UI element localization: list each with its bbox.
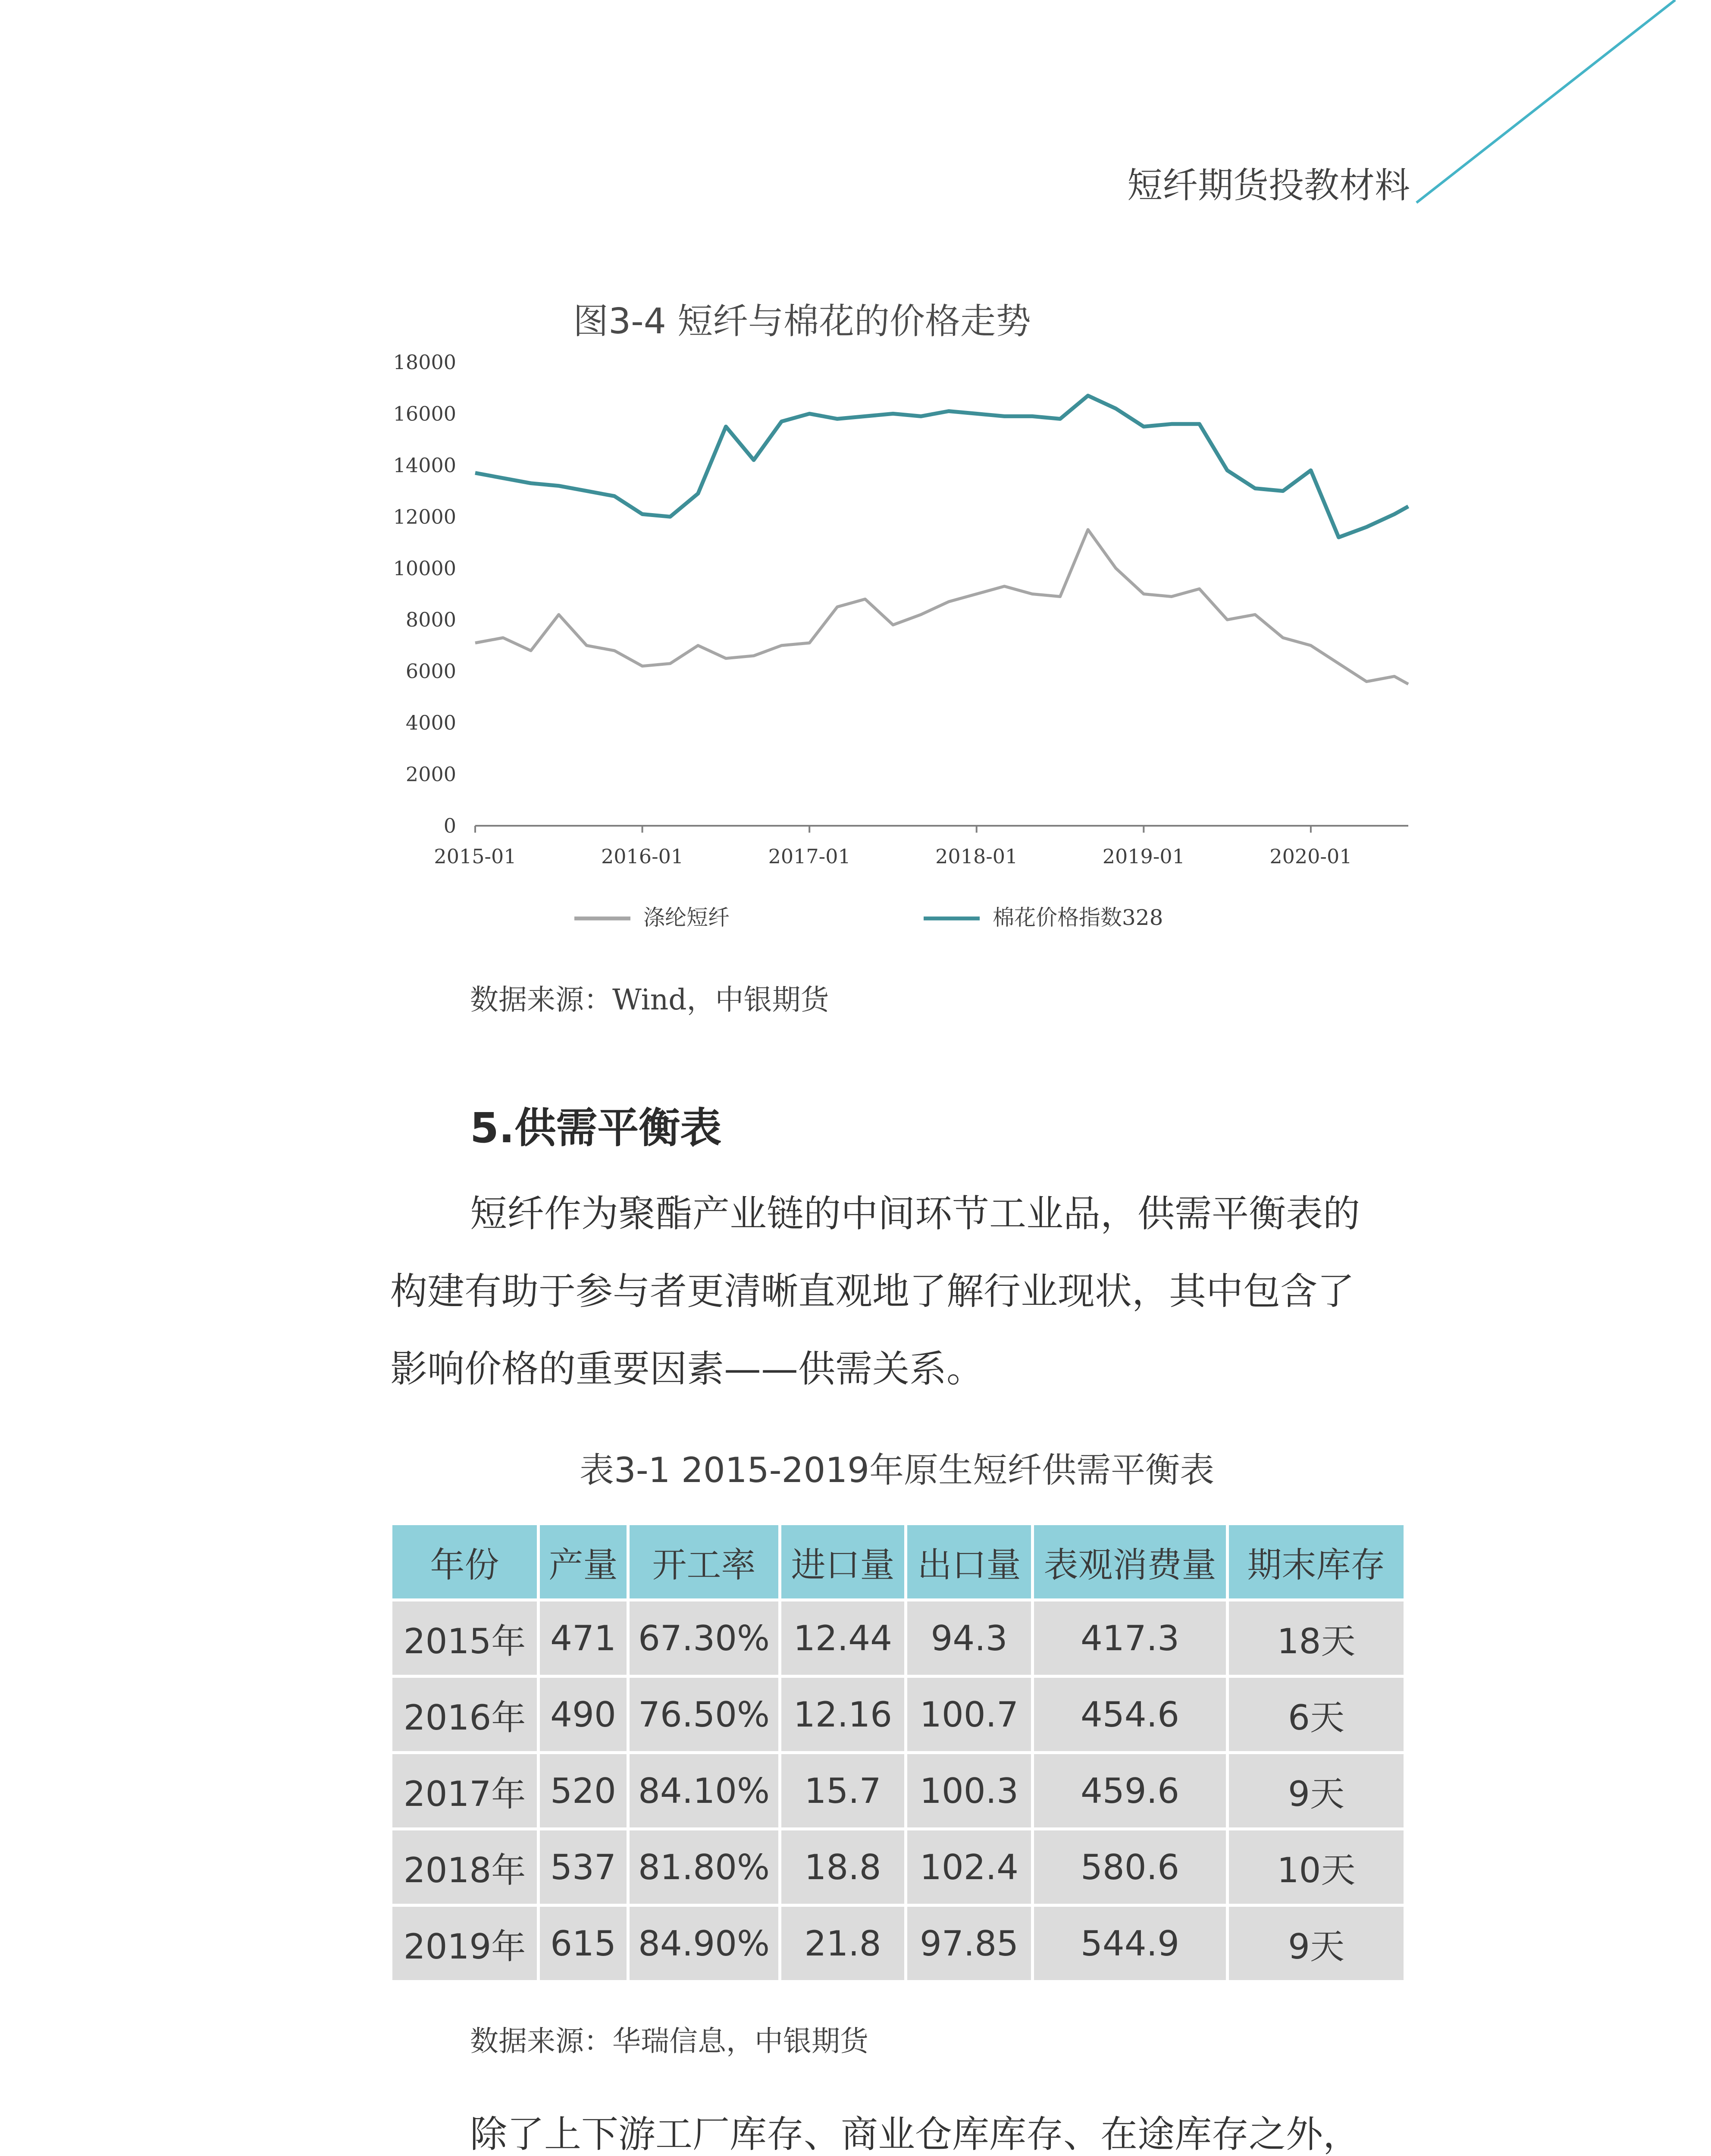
table-cell: 84.10% [628, 1753, 780, 1829]
table-cell: 81.80% [628, 1829, 780, 1905]
table-cell: 21.8 [780, 1905, 906, 1982]
y-tick-label: 4000 [405, 711, 456, 735]
header-cell: 产量 [539, 1524, 628, 1600]
section-heading: 5.供需平衡表 [470, 1104, 722, 1152]
table-cell: 12.44 [780, 1600, 906, 1677]
x-tick-label: 2020-01 [1269, 845, 1352, 868]
table-cell: 67.30% [628, 1600, 780, 1677]
y-tick-label: 10000 [393, 556, 456, 580]
series-line-1 [475, 530, 1408, 684]
y-tick-label: 2000 [405, 762, 456, 786]
header-cell: 开工率 [628, 1524, 780, 1600]
y-tick-label: 18000 [393, 351, 456, 374]
table-cell: 6天 [1228, 1677, 1405, 1753]
table-title: 表3-1 2015-2019年原生短纤供需平衡表 [579, 1450, 1215, 1490]
legend-label: 涤纶短纤 [643, 905, 730, 930]
table-row [391, 1753, 1405, 1829]
table-cell: 2019年 [391, 1905, 539, 1982]
table-cell: 459.6 [1033, 1753, 1228, 1829]
y-tick-label: 14000 [393, 453, 456, 477]
paragraph-line: 影响价格的重要因素——供需关系。 [390, 1348, 984, 1391]
table-cell: 9天 [1228, 1905, 1405, 1982]
paragraph-line: 短纤作为聚酯产业链的中间环节工业品，供需平衡表的 [470, 1192, 1360, 1235]
table-cell: 580.6 [1033, 1829, 1228, 1905]
table-cell: 2016年 [391, 1677, 539, 1753]
y-axis [393, 351, 456, 837]
table-cell: 18.8 [780, 1829, 906, 1905]
table-cell: 490 [539, 1677, 628, 1753]
table-cell: 615 [539, 1905, 628, 1982]
table-cell: 18天 [1228, 1600, 1405, 1677]
y-tick-label: 0 [443, 814, 456, 837]
x-tick-label: 2016-01 [601, 845, 684, 868]
x-axis [434, 826, 1408, 868]
table-cell: 544.9 [1033, 1905, 1228, 1982]
table-row [391, 1677, 1405, 1753]
price-trend-chart [379, 336, 1414, 949]
series-line-2 [475, 396, 1408, 538]
table-cell: 2018年 [391, 1829, 539, 1905]
figure-title: 图3-4 短纤与棉花的价格走势 [573, 301, 1031, 342]
y-tick-label: 8000 [405, 608, 456, 632]
chart-series [475, 396, 1408, 684]
table-row [391, 1829, 1405, 1905]
table-cell: 100.3 [906, 1753, 1033, 1829]
table-cell: 15.7 [780, 1753, 906, 1829]
table-cell: 12.16 [780, 1677, 906, 1753]
table-cell: 100.7 [906, 1677, 1033, 1753]
table-source: 数据来源：华瑞信息，中银期货 [470, 2024, 868, 2058]
table-cell: 102.4 [906, 1829, 1033, 1905]
supply-demand-table [389, 1522, 1407, 1983]
table-cell: 2015年 [391, 1600, 539, 1677]
table-cell: 537 [539, 1829, 628, 1905]
chart-legend [574, 905, 1163, 930]
table-row [391, 1905, 1405, 1982]
table-header-row [391, 1524, 1405, 1600]
table-row [391, 1600, 1405, 1677]
y-tick-label: 12000 [393, 505, 456, 529]
x-tick-label: 2019-01 [1102, 845, 1185, 868]
paragraph-line: 构建有助于参与者更清晰直观地了解行业现状，其中包含了 [390, 1270, 1354, 1313]
x-tick-label: 2017-01 [768, 845, 851, 868]
y-tick-label: 16000 [393, 402, 456, 426]
table-cell: 471 [539, 1600, 628, 1677]
header-decoration-line [0, 0, 1711, 224]
header-cell: 年份 [391, 1524, 539, 1600]
table-cell: 10天 [1228, 1829, 1405, 1905]
header-cell: 期末库存 [1228, 1524, 1405, 1600]
table-cell: 417.3 [1033, 1600, 1228, 1677]
table-cell: 76.50% [628, 1677, 780, 1753]
header-cell: 进口量 [780, 1524, 906, 1600]
y-tick-label: 6000 [405, 659, 456, 683]
x-tick-label: 2015-01 [434, 845, 517, 868]
paragraph-line: 除了上下游工厂库存、商业仓库库存、在途库存之外， [470, 2113, 1360, 2156]
table-cell: 454.6 [1033, 1677, 1228, 1753]
table-cell: 84.90% [628, 1905, 780, 1982]
header-cell: 表观消费量 [1033, 1524, 1228, 1600]
table-cell: 94.3 [906, 1600, 1033, 1677]
table-cell: 97.85 [906, 1905, 1033, 1982]
table-cell: 520 [539, 1753, 628, 1829]
legend-label: 棉花价格指数328 [993, 905, 1163, 930]
header-title: 短纤期货投教材料 [1127, 165, 1410, 206]
table-cell: 2017年 [391, 1753, 539, 1829]
table-cell: 9天 [1228, 1753, 1405, 1829]
figure-source: 数据来源：Wind，中银期货 [470, 983, 829, 1016]
header-cell: 出口量 [906, 1524, 1033, 1600]
x-tick-label: 2018-01 [935, 845, 1018, 868]
